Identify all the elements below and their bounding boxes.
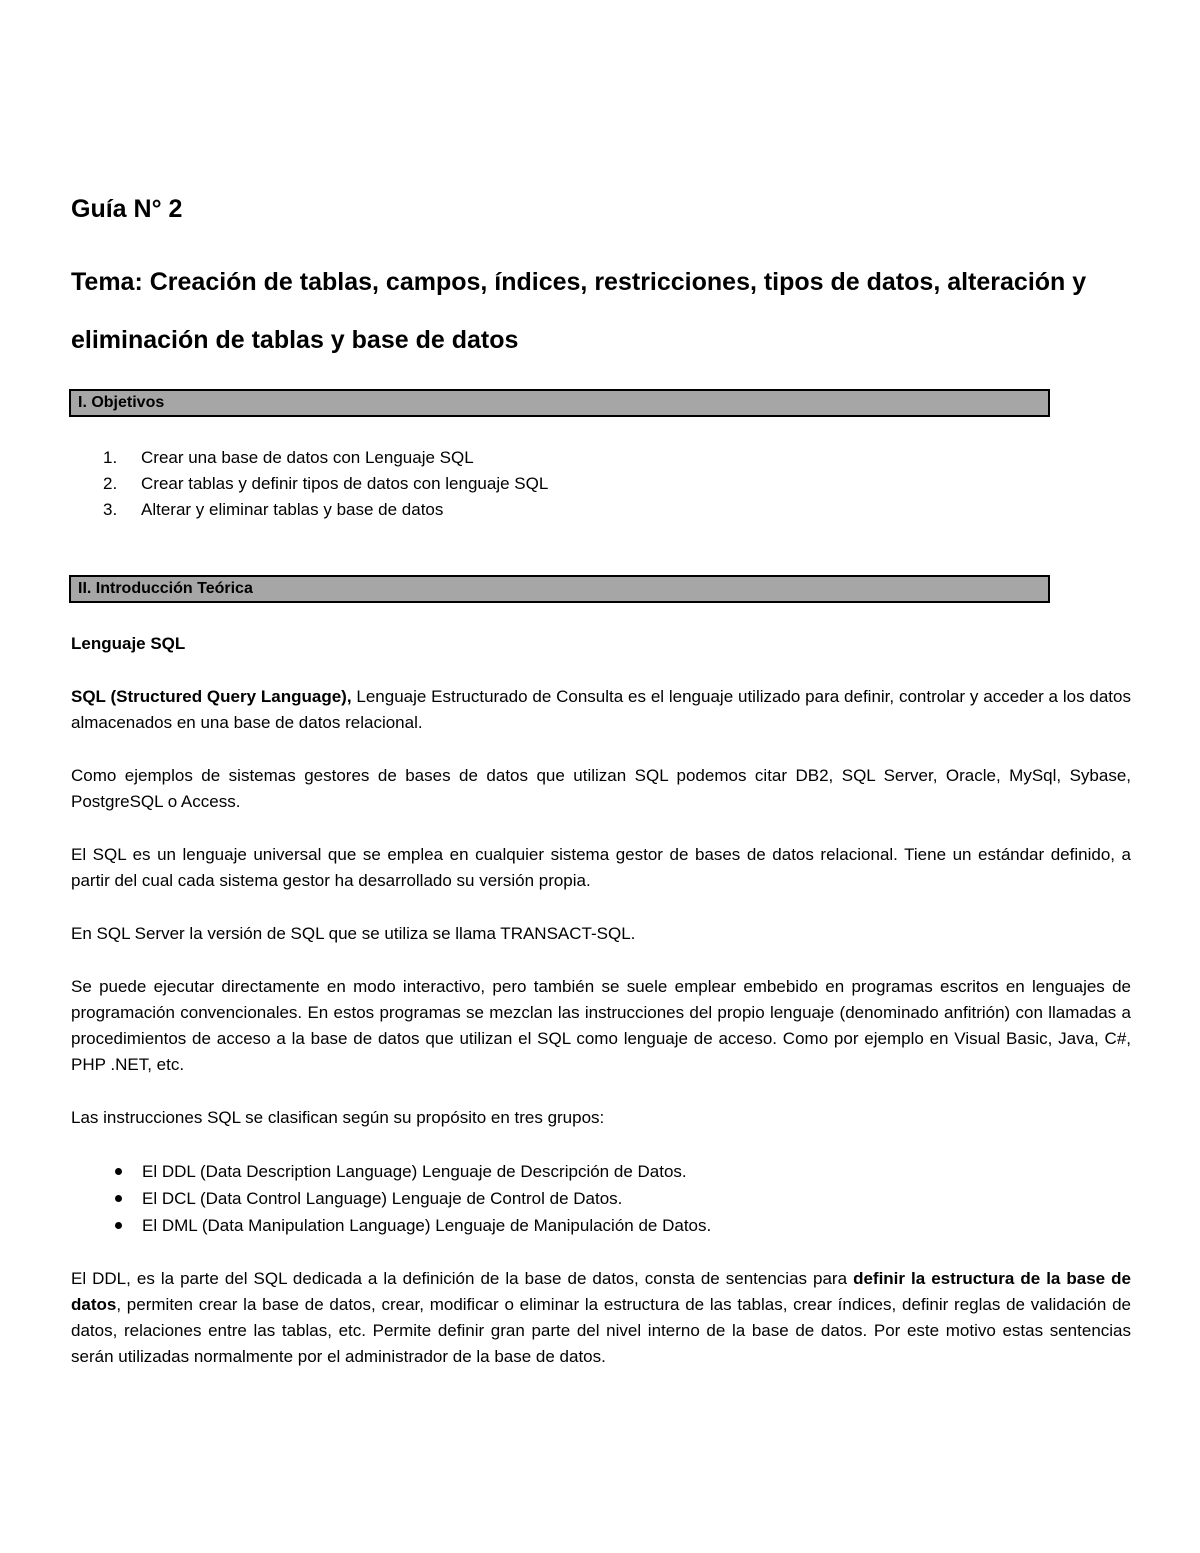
list-item: 2. Crear tablas y definir tipos de datos con lenguaje SQL	[103, 474, 549, 493]
paragraph-sql-universal: El SQL es un lenguaje universal que se emplea en cualquier sistema gestor de bases de datos relacional. Tiene un estándar definido, a partir del cual cada sistema gestor ha desarrollado su versión propia.	[71, 845, 1131, 890]
paragraph-sql-definition: SQL (Structured Query Language), Lenguaje Estructurado de Consulta es el lenguaje utilizado para definir, controlar y acceder a los datos almacenados en una base de datos relacional.	[71, 687, 1131, 732]
introduction-content	[71, 631, 1131, 1397]
section-header-introduction: II. Introducción Teórica	[69, 575, 1050, 603]
list-item: El DCL (Data Control Language) Lenguaje de Control de Datos.	[71, 1185, 1131, 1212]
sql-groups-list	[71, 1158, 1131, 1239]
topic-title: Tema: Creación de tablas, campos, índices, restricciones, tipos de datos, alteración y eliminación de tablas y base de datos	[71, 268, 1087, 354]
list-item: El DDL (Data Description Language) Lenguaje de Descripción de Datos.	[71, 1158, 1131, 1185]
paragraph-sql-examples: Como ejemplos de sistemas gestores de bases de datos que utilizan SQL podemos citar DB2, SQL Server, Oracle, MySql, Sybase, PostgreSQL o Access.	[71, 766, 1131, 811]
list-item: 3. Alterar y eliminar tablas y base de datos	[103, 500, 444, 519]
subheading-sql: Lenguaje SQL	[71, 634, 186, 653]
paragraph-sql-groups-intro: Las instrucciones SQL se clasifican según su propósito en tres grupos:	[71, 1108, 605, 1127]
bullet-icon	[115, 1195, 122, 1202]
section-header-objectives: I. Objetivos	[69, 389, 1050, 417]
paragraph-ddl: El DDL, es la parte del SQL dedicada a la definición de la base de datos, consta de sentencias para definir la estructura de la base de datos, permiten crear la base de datos, crear, modificar o eliminar la estructura de las tablas, crear índices, definir reglas de validación de datos, relaciones entre las tablas, etc. Permite definir gran parte del nivel interno de la base de datos. Por este motivo estas sentencias serán utilizadas normalmente por el administrador de la base de datos.	[71, 1269, 1131, 1366]
guide-title: Guía N° 2	[71, 195, 183, 223]
bullet-icon	[115, 1222, 122, 1229]
paragraph-transact-sql: En SQL Server la versión de SQL que se utiliza se llama TRANSACT-SQL.	[71, 924, 636, 943]
objectives-list	[103, 445, 548, 523]
list-item: El DML (Data Manipulation Language) Lenguaje de Manipulación de Datos.	[71, 1212, 1131, 1239]
paragraph-embedded-sql: Se puede ejecutar directamente en modo interactivo, pero también se suele emplear embebido en programas escritos en lenguajes de programación convencionales. En estos programas se mezclan las instrucciones del propio lenguaje (denominado anfitrión) con llamadas a procedimientos de acceso a la base de datos que utilizan el SQL como lenguaje de acceso. Como por ejemplo en Visual Basic, Java, C#, PHP .NET, etc.	[71, 977, 1131, 1074]
bullet-icon	[115, 1168, 122, 1175]
list-item: 1. Crear una base de datos con Lenguaje SQL	[103, 448, 474, 467]
